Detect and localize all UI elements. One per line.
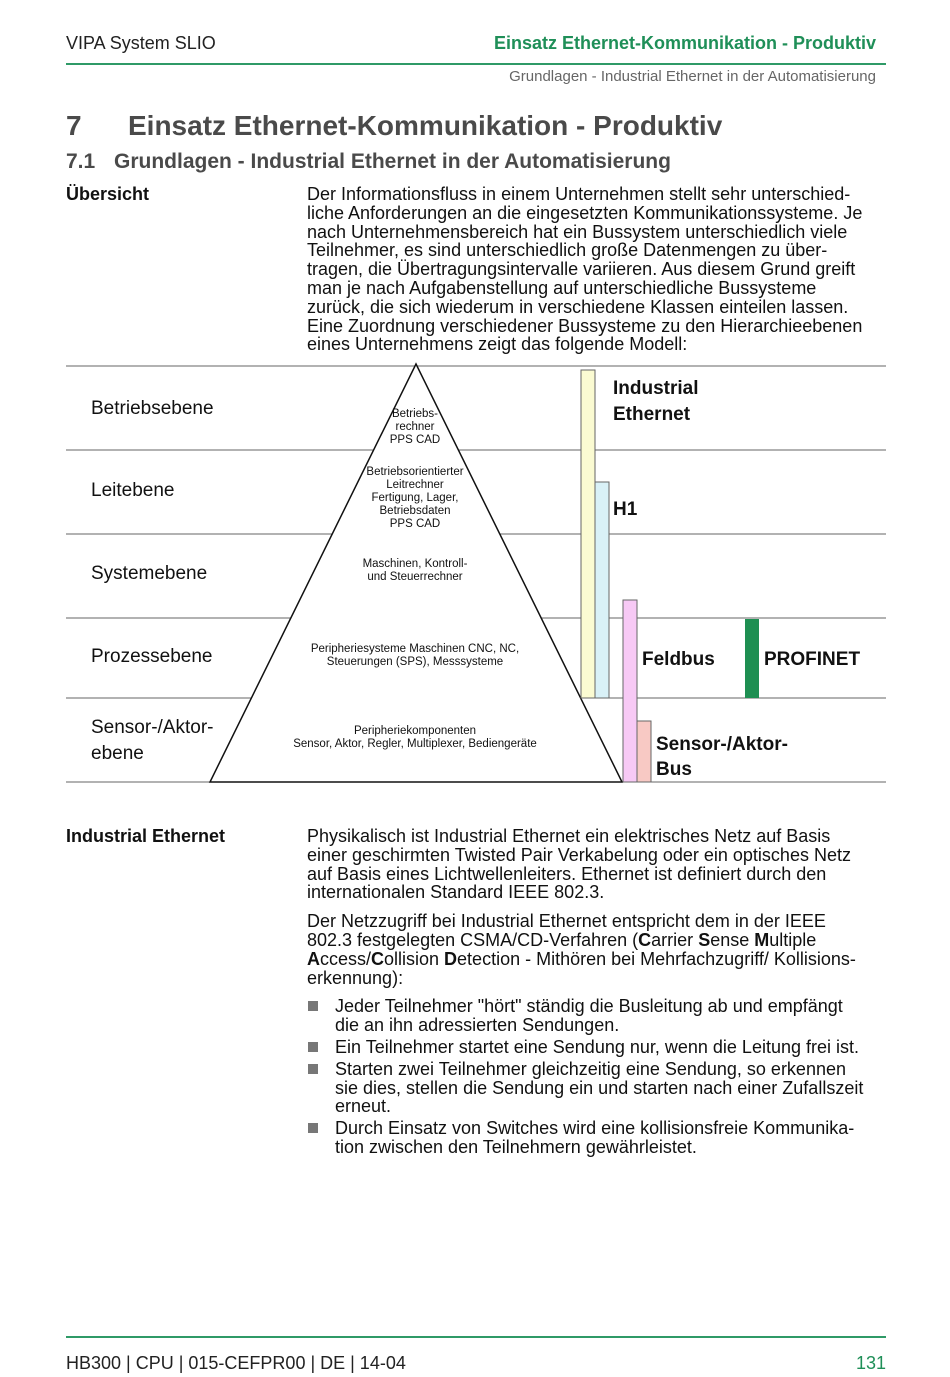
feldbus-bar (623, 600, 637, 782)
text-run: arrier (651, 929, 699, 950)
text-run: ccess/ (320, 948, 372, 969)
header-divider (66, 63, 886, 65)
bold-initial: A (307, 948, 320, 969)
hierarchy-diagram (66, 362, 886, 786)
text-line: die an ihn adressierten Sendungen. (335, 1015, 620, 1036)
text-run: ollision (384, 948, 445, 969)
level-leitebene: Leitebene (91, 480, 175, 501)
bullet-square-icon (308, 1042, 318, 1052)
header-product: VIPA System SLIO (66, 33, 216, 53)
pyramid-text: PPS CAD (389, 518, 441, 530)
text-line: erneut. (335, 1096, 392, 1117)
pyramid-text: PPS CAD (389, 434, 441, 446)
pyramid-text: rechner (395, 421, 435, 433)
bus-label-industrial-ethernet: Ethernet (613, 404, 691, 425)
text-line: sie dies, stellen die Sendung ein und starten nach einer Zufallszeit (335, 1077, 864, 1098)
pyramid-text: Betriebsdaten (379, 505, 451, 517)
text-line: Starten zwei Teilnehmer gleichzeitig eine Sendung, so erkennen (335, 1058, 846, 1079)
sensor-aktor-bus-bar (637, 721, 651, 782)
industrial-ethernet-body (307, 827, 887, 1160)
overview-line: Der Informationsfluss in einem Unternehmen stellt sehr unterschied- (307, 184, 851, 204)
pyramid-text: Peripheriesysteme Maschinen CNC, NC, (310, 643, 520, 655)
list-item (307, 997, 887, 1035)
pyramid-text: Peripheriekomponenten (353, 725, 477, 737)
header-chapter-title: Einsatz Ethernet-Kommunikation - Produktiv (493, 33, 876, 53)
text-line: erkennung): (307, 967, 404, 988)
level-prozessebene: Prozessebene (91, 646, 213, 667)
bullet-square-icon (308, 1123, 318, 1133)
text-line: auf Basis eines Lichtwellenleiters. Ethernet ist definiert durch den (307, 863, 827, 884)
paragraph-physical (307, 827, 887, 902)
text-line (307, 950, 887, 969)
overview-paragraph (307, 185, 887, 354)
paragraph-access (307, 912, 887, 987)
text-line: Physikalisch ist Industrial Ethernet ein elektrisches Netz auf Basis (307, 826, 831, 846)
pyramid-text: Betriebsorientierter (366, 466, 464, 478)
pyramid-text: Fertigung, Lager, (371, 492, 459, 504)
pyramid-text: Sensor, Aktor, Regler, Multiplexer, Bediengeräte (293, 738, 537, 750)
bold-initial: S (698, 929, 711, 950)
section-heading (66, 150, 671, 174)
industrial-ethernet-bar (581, 370, 595, 698)
text-line: Der Netzzugriff bei Industrial Ethernet entspricht dem in der IEEE (307, 911, 826, 932)
bold-initial: C (371, 948, 385, 969)
bus-label-sensor-aktor-bus: Sensor-/Aktor- (656, 734, 788, 755)
overview-line: liche Anforderungen an die eingesetzten Kommunikationssysteme. Je (307, 202, 863, 223)
bullet-square-icon (308, 1064, 318, 1074)
h1-bar (595, 482, 609, 698)
text-line: einer geschirmten Twisted Pair Verkabelung oder ein optisches Netz (307, 844, 851, 865)
text-run: etection - Mithören bei Mehrfachzugriff/ Kollisions- (457, 948, 856, 969)
overview-line: nach Unternehmensbereich hat ein Bussystem unterschiedlich viele (307, 221, 848, 242)
header-section-title: Grundlagen - Industrial Ethernet in der Automatisierung (509, 68, 876, 85)
level-sensor-aktor-line2: ebene (91, 743, 144, 764)
footer-divider (66, 1336, 886, 1338)
text-line: Ein Teilnehmer startet eine Sendung nur, wenn die Leitung frei ist. (335, 1036, 859, 1057)
pyramid-text: Betriebs- (391, 408, 439, 420)
list-item (307, 1119, 887, 1157)
overview-line: man je nach Aufgabenstellung auf unterschiedliche Bussysteme (307, 277, 817, 298)
page-number: 131 (855, 1353, 886, 1373)
bold-initial: C (638, 929, 652, 950)
overview-line: Eine Zuordnung verschiedener Bussysteme zu den Hierarchieebenen (307, 315, 863, 336)
overview-line: zurück, die sich wiederum in verschiedene Klassen einteilen lassen. (307, 296, 849, 317)
pyramid-text: und Steuerrechner (367, 571, 463, 583)
bus-label-sensor-aktor-bus: Bus (656, 759, 692, 780)
level-sensor-aktor-line1: Sensor-/Aktor- (91, 717, 214, 738)
list-item (307, 1038, 887, 1057)
text-run: 802.3 festgelegten CSMA/CD-Verfahren ( (307, 929, 639, 950)
text-line: tion zwischen den Teilnehmern gewährleistet. (335, 1136, 697, 1157)
chapter-heading (66, 110, 722, 142)
text-line: internationalen Standard IEEE 802.3. (307, 882, 605, 903)
bold-initial: M (754, 929, 770, 950)
bullet-square-icon (308, 1001, 318, 1011)
bold-initial: D (444, 948, 458, 969)
section-number: 7.1 (66, 150, 96, 173)
section-title: Grundlagen - Industrial Ethernet in der Automatisierung (114, 150, 671, 173)
bullet-list (307, 997, 887, 1156)
bus-label-industrial-ethernet: Industrial (613, 378, 699, 399)
overview-line: tragen, die Übertragungsintervalle variieren. Aus diesem Grund greift (307, 259, 856, 280)
footer-document-id: HB300 | CPU | 015-CEFPR00 | DE | 14-04 (66, 1353, 406, 1373)
bus-label-feldbus: Feldbus (642, 649, 715, 670)
list-item (307, 1060, 887, 1116)
bus-label-h1: H1 (613, 499, 638, 520)
pyramid-text: Steuerungen (SPS), Messsysteme (326, 656, 504, 668)
bus-label-profinet: PROFINET (764, 649, 861, 670)
profinet-bar (745, 619, 759, 698)
text-line: Durch Einsatz von Switches wird eine kollisionsfreie Kommunika- (335, 1118, 855, 1139)
text-run: ense (710, 929, 755, 950)
chapter-title: Einsatz Ethernet-Kommunikation - Produktiv (128, 110, 723, 141)
level-systemebene: Systemebene (91, 563, 208, 584)
text-run: ultiple (769, 929, 817, 950)
text-line (307, 931, 887, 950)
overview-line: eines Unternehmens zeigt das folgende Modell: (307, 334, 688, 355)
level-betriebsebene: Betriebsebene (91, 398, 214, 419)
chapter-number: 7 (66, 110, 82, 141)
pyramid-text: Leitrechner (386, 479, 444, 491)
overview-line: Teilnehmer, es sind unterschiedlich große Datenmengen zu über- (307, 240, 828, 261)
industrial-ethernet-side-heading: Industrial Ethernet (66, 826, 226, 846)
text-line: Jeder Teilnehmer "hört" ständig die Busleitung ab und empfängt (335, 996, 843, 1017)
pyramid-text: Maschinen, Kontroll- (362, 558, 468, 570)
overview-side-heading: Übersicht (66, 184, 150, 204)
